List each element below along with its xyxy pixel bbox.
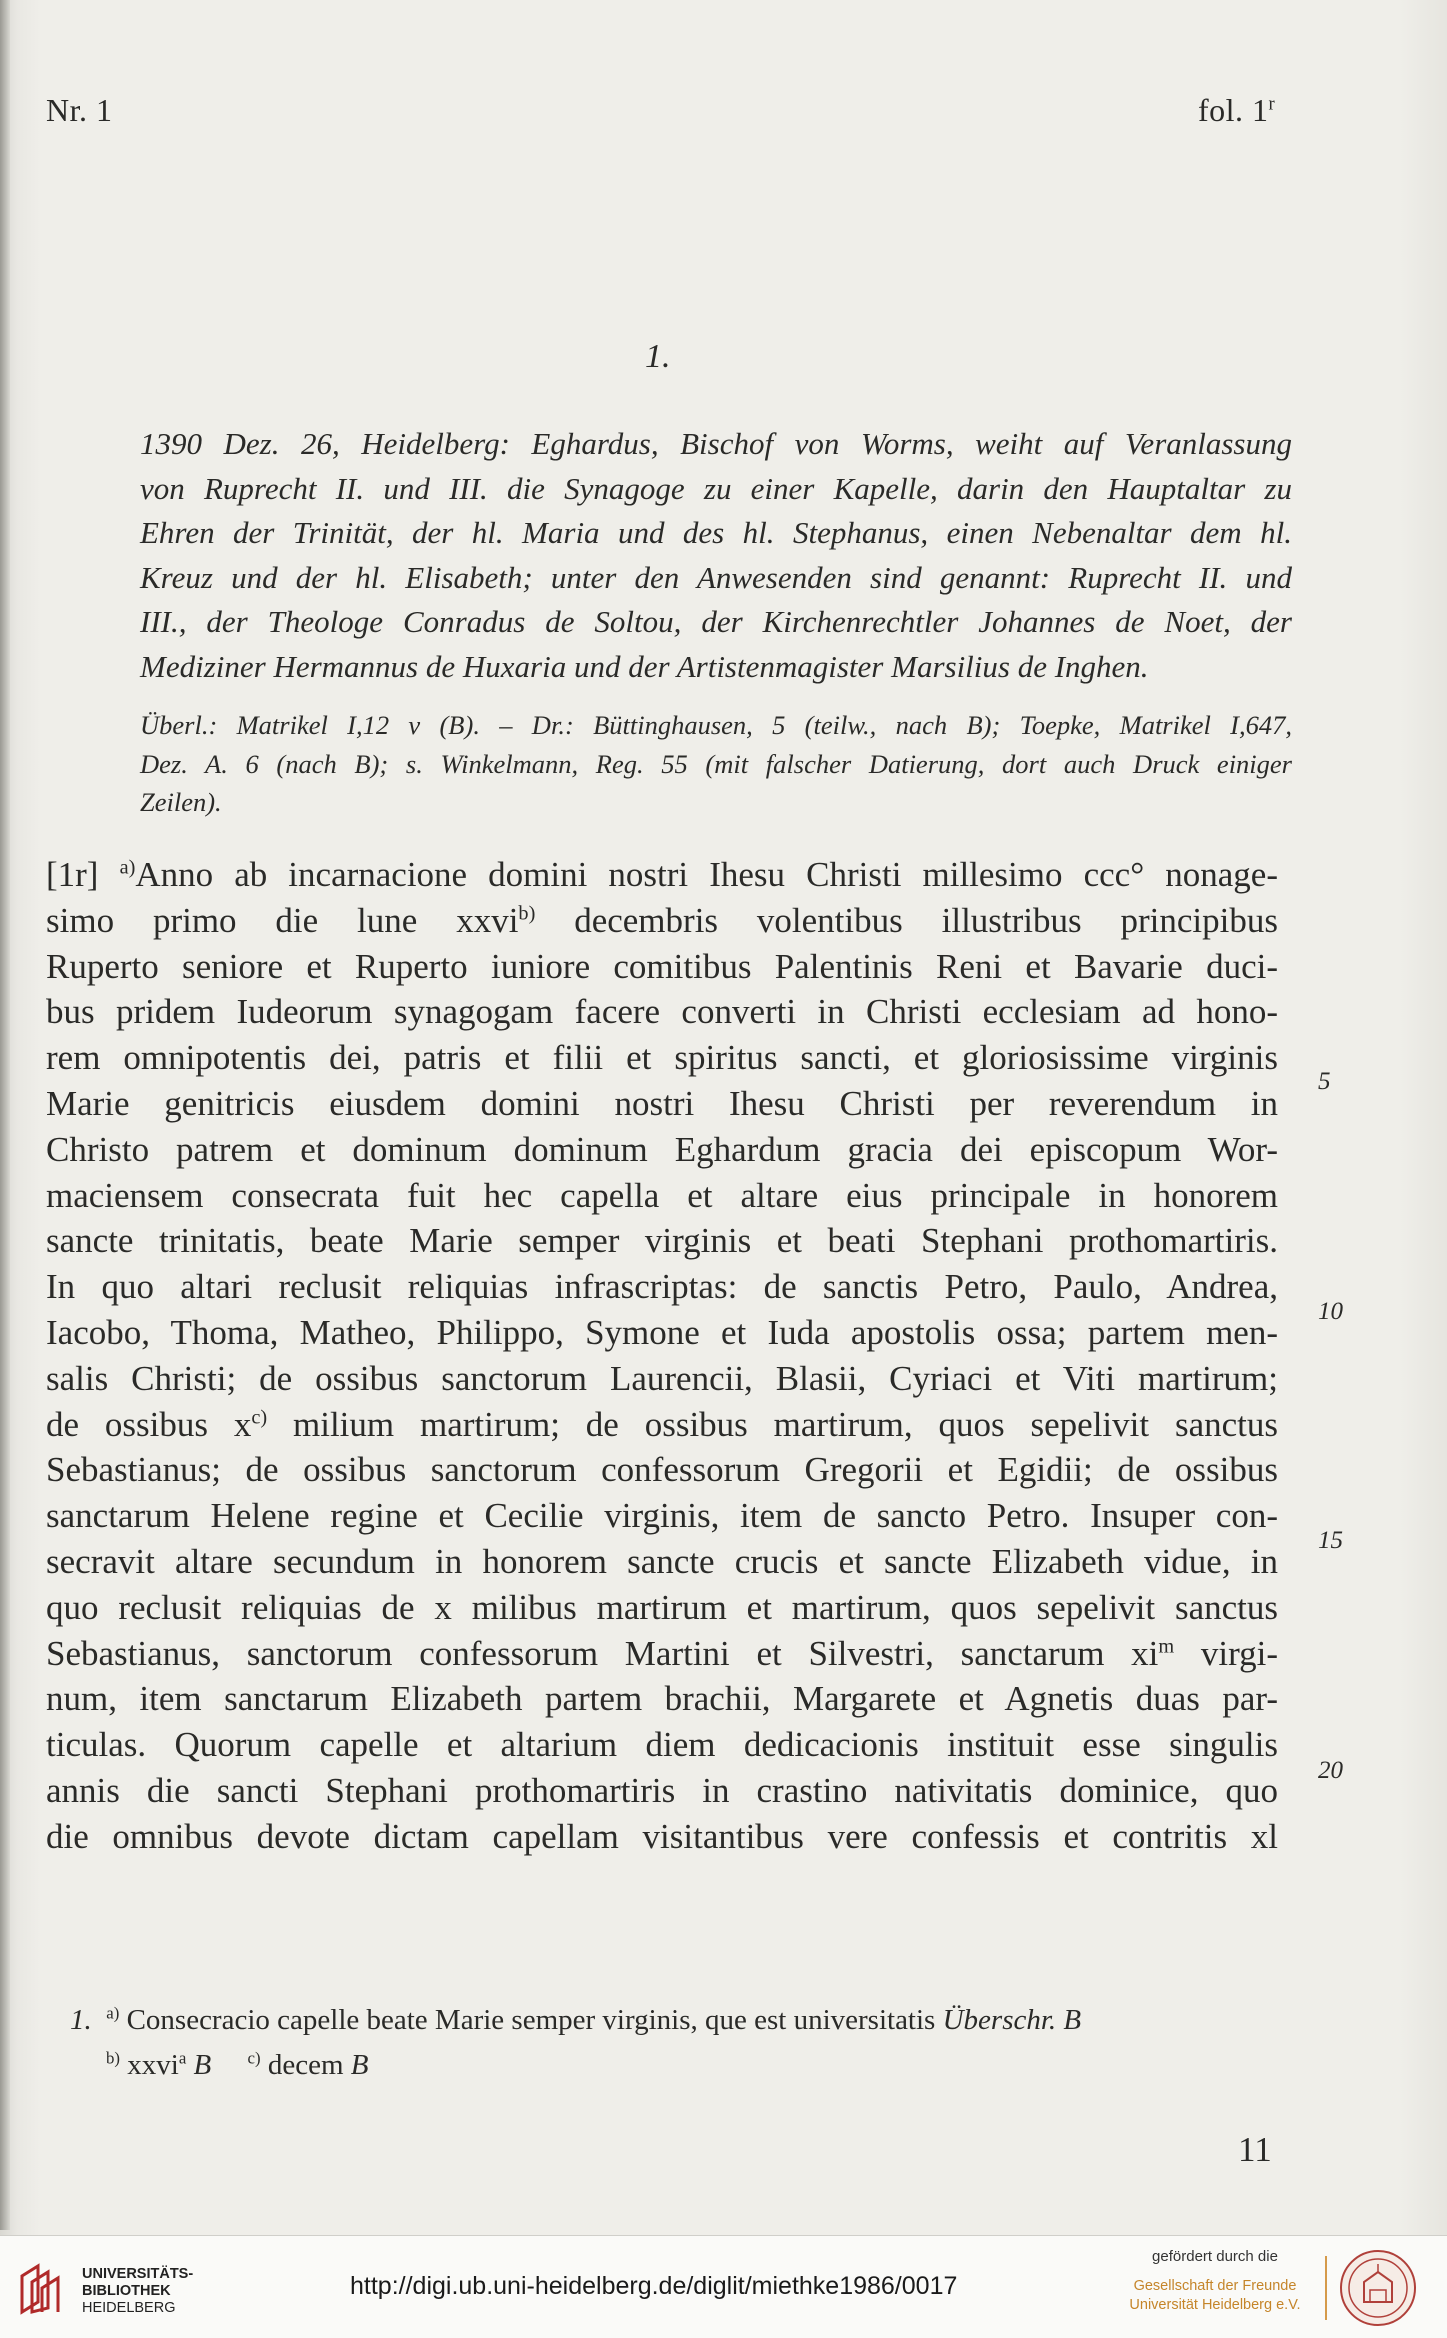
text-line: bus pridem Iudeorum synagogam facere converti in Christi ecclesiam ad hono- (46, 992, 1278, 1032)
text-line: num, item sanctarum Elizabeth partem brachii, Margarete et Agnetis duas par- (46, 1679, 1278, 1719)
footnote-mark: b) (518, 902, 536, 925)
line-number: 20 (1318, 1757, 1343, 1784)
sponsor-caption: gefördert durch die (1152, 2248, 1278, 2265)
latin-main-text (46, 852, 1278, 1860)
notes-b-c: $^{b)}$ xxvi$^a$ B $^{c)}$ decem B (106, 2048, 369, 2081)
text-line: Christo patrem et dominum dominum Eghardum gracia dei episcopum Wor- (46, 1129, 1278, 1169)
transmission-line: Dez. A. 6 (nach B); s. Winkelmann, Reg. 55 (mit falscher Datierung, dort auch Druck einiger (140, 748, 1292, 779)
text-line: simo primo die lune xxvi$^{b)}$ decembris volentibus illustribus principibus (46, 900, 1278, 940)
note-a: 1. $^{a)}$ Consecracio capelle beate Marie semper virginis, que est universitatis Überschr. B (70, 2003, 1082, 2036)
footnote-mark: a) (119, 856, 136, 879)
text-line: die omnibus devote dictam capellam visitantibus vere confessis et contritis xl (46, 1816, 1278, 1856)
document-number: 1. (645, 338, 671, 375)
text-line: Sebastianus, sanctorum confessorum Martini et Silvestri, sanctarum $xi^m$ virgi- (46, 1633, 1278, 1673)
book-spine-shadow (0, 0, 10, 2230)
regest-line: 1390 Dez. 26, Heidelberg: Eghardus, Bischof von Worms, weiht auf Veranlassung (140, 426, 1292, 461)
transmission-note (140, 706, 1292, 822)
text-line: sanctarum Helene regine et Cecilie virginis, item de sancto Petro. Insuper con- (46, 1496, 1278, 1536)
regest-line: von Ruprecht II. und III. die Synagoge zu einer Kapelle, darin den Hauptaltar zu (140, 470, 1292, 506)
text-line: rem omnipotentis dei, patris et filii et spiritus sancti, et gloriosissime virginis (46, 1038, 1278, 1078)
sponsor-name: Gesellschaft der Freunde Universität Heidelberg e.V. (1129, 2278, 1301, 2313)
library-name: UNIVERSITÄTS- BIBLIOTHEK HEIDELBERG (82, 2266, 194, 2316)
regest-summary (140, 422, 1292, 690)
text-line: [1r] $^{a)}$Anno ab incarnacione domini nostri Ihesu Christi millesimo ccc° nonage- (46, 855, 1279, 894)
text-line: secravit altare secundum in honorem sancte crucis et sancte Elizabeth vidue, in (46, 1541, 1278, 1581)
critical-apparatus (70, 1998, 1280, 2088)
text-line: salis Christi; de ossibus sanctorum Laurencii, Blasii, Cyriaci et Viti martirum; (46, 1358, 1278, 1398)
footnote-mark: c) (251, 1405, 268, 1428)
transmission-line: Zeilen). (140, 787, 222, 817)
university-library-logo-icon (18, 2262, 70, 2316)
text-line: In quo altari reclusit reliquias infrascriptas: de sanctis Petro, Paulo, Andrea, (46, 1267, 1278, 1307)
regest-line: Ehren der Trinität, der hl. Maria und des hl. Stephanus, einen Nebenaltar dem hl. (140, 515, 1292, 551)
digitization-footer (0, 2235, 1447, 2338)
text-line: Sebastianus; de ossibus sanctorum confessorum Gregorii et Egidii; de ossibus (46, 1450, 1278, 1490)
text-line: Ruperto seniore et Ruperto iuniore comitibus Palentinis Reni et Bavarie duci- (46, 946, 1278, 986)
source-url-link[interactable]: http://digi.ub.uni-heidelberg.de/diglit/miethke1986/0017 (350, 2272, 958, 2300)
university-seal-icon (1338, 2248, 1418, 2328)
regest-line: Mediziner Hermannus de Huxaria und der Artistenmagister Marsilius de Inghen. (140, 648, 1149, 684)
text-line: ticulas. Quorum capelle et altarium diem dedicacionis instituit esse singulis (46, 1725, 1278, 1765)
running-header-number: Nr. 1 (46, 92, 113, 128)
text-line: Marie genitricis eiusdem domini nostri Ihesu Christi per reverendum in (46, 1083, 1278, 1123)
text-line: annis die sancti Stephani prothomartiris in crastino nativitatis dominice, quo (46, 1770, 1278, 1810)
text-line: Iacobo, Thoma, Matheo, Philippo, Symone et Iuda apostolis ossa; partem men- (46, 1312, 1278, 1352)
text-line: quo reclusit reliquias de x milibus martirum et martirum, quos sepelivit sanctus (46, 1587, 1278, 1627)
footer-divider (1325, 2256, 1327, 2320)
line-number: 10 (1318, 1298, 1343, 1325)
transmission-line: Überl.: Matrikel I,12 v (B). – Dr.: Büttinghausen, 5 (teilw., nach B); Toepke, Matrikel I,647, (140, 710, 1292, 740)
text-line: de ossibus $x^{c)}$ milium martirum; de ossibus martirum, quos sepelivit sanctus (46, 1404, 1278, 1444)
running-header-folio: fol. 1$^r$ (1198, 92, 1276, 128)
regest-line: Kreuz und der hl. Elisabeth; unter den Anwesenden sind genannt: Ruprecht II. und (140, 559, 1292, 595)
regest-line: III., der Theologe Conradus de Soltou, der Kirchenrechtler Johannes de Noet, der (140, 604, 1292, 640)
line-number: 15 (1318, 1527, 1343, 1554)
page-number: 11 (1238, 2130, 1272, 2169)
text-line: maciensem consecrata fuit hec capella et altare eius principale in honorem (46, 1175, 1278, 1215)
line-number: 5 (1318, 1068, 1331, 1095)
text-line: sancte trinitatis, beate Marie semper virginis et beati Stephani prothomartiris. (46, 1221, 1278, 1261)
sponsor-block (1117, 2248, 1313, 2315)
